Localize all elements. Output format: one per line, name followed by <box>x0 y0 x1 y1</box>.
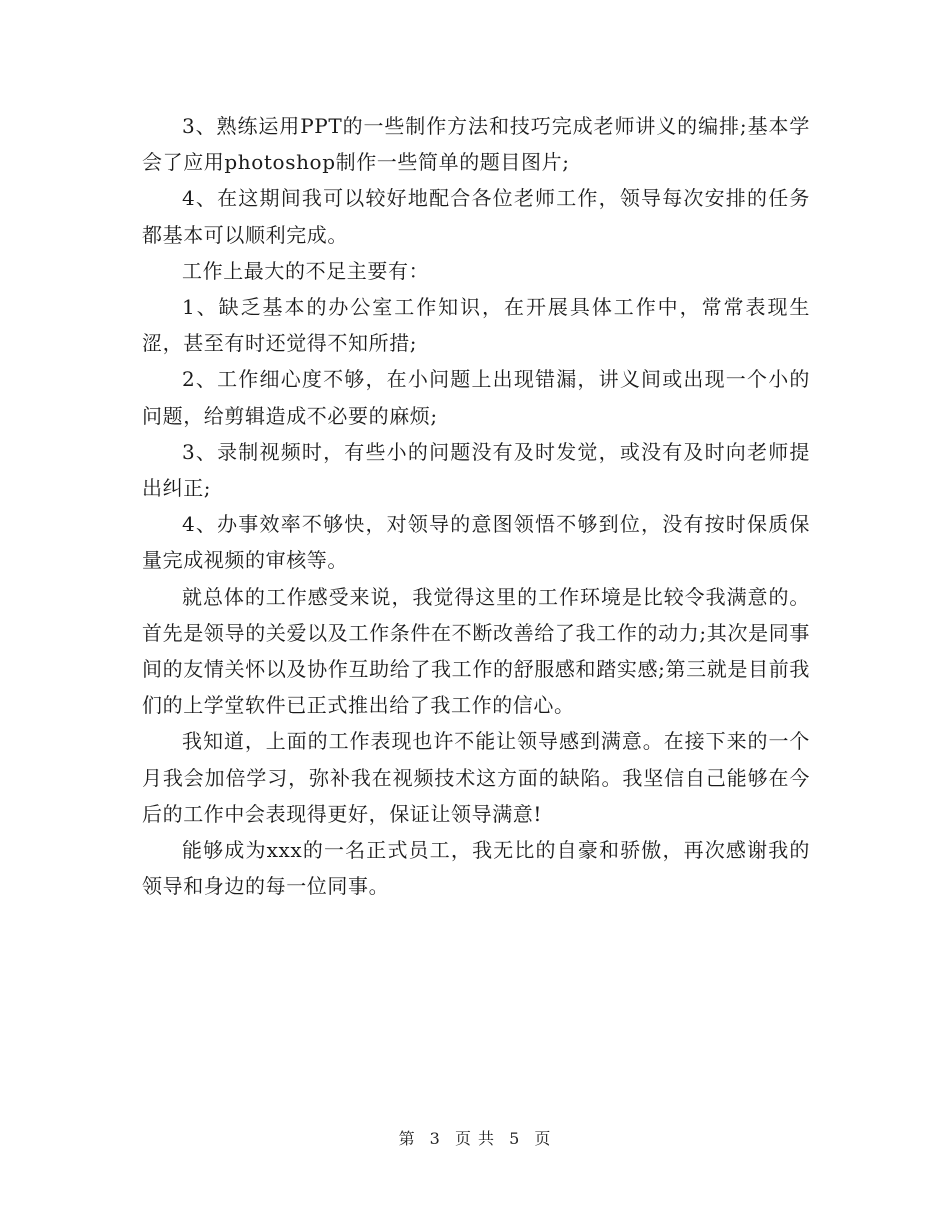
paragraph-shortcoming-2: 2、工作细心度不够，在小问题上出现错漏，讲义间或出现一个小的问题，给剪辑造成不必要的麻烦; <box>142 367 810 428</box>
paragraph-shortcoming-3: 3、录制视频时，有些小的问题没有及时发觉，或没有及时向老师提出纠正; <box>142 439 810 501</box>
document-body <box>142 108 810 904</box>
paragraph-shortcoming-1: 1、缺乏基本的办公室工作知识，在开展具体工作中，常常表现生涩，甚至有时还觉得不知所措; <box>142 295 810 356</box>
footer-current-page: 3 <box>429 1129 441 1148</box>
paragraph-skill-ppt: 3、熟练运用PPT的一些制作方法和技巧完成老师讲义的编排;基本学会了应用photoshop制作一些简单的题目图片; <box>142 114 810 175</box>
paragraph-improvement-plan: 我知道，上面的工作表现也许不能让领导感到满意。在接下来的一个月我会加倍学习，弥补我在视频技术这方面的缺陷。我坚信自己能够在今后的工作中会表现得更好，保证让领导满意! <box>142 729 810 826</box>
footer-total-pages: 5 <box>509 1129 521 1148</box>
paragraph-overall-feeling: 就总体的工作感受来说，我觉得这里的工作环境是比较令我满意的。首先是领导的关爱以及工作条件在不断改善给了我工作的动力;其次是同事间的友情关怀以及协作互助给了我工作的舒服感和踏实感;第三就是目前我们的上学堂软件已正式推出给了我工作的信心。 <box>142 584 810 718</box>
footer-middle: 页 共 <box>454 1129 496 1148</box>
paragraph-shortcomings-heading: 工作上最大的不足主要有： <box>182 258 430 283</box>
paragraph-cooperation: 4、在这期间我可以较好地配合各位老师工作，领导每次安排的任务都基本可以顺利完成。 <box>142 186 810 247</box>
paragraph-closing: 能够成为xxx的一名正式员工，我无比的自豪和骄傲，再次感谢我的领导和身边的每一位同事。 <box>142 838 810 899</box>
paragraph-shortcoming-4: 4、办事效率不够快，对领导的意图领悟不够到位，没有按时保质保量完成视频的审核等。 <box>142 512 810 573</box>
page-footer <box>0 1126 950 1149</box>
footer-prefix: 第 <box>398 1129 416 1148</box>
footer-suffix: 页 <box>534 1129 552 1148</box>
